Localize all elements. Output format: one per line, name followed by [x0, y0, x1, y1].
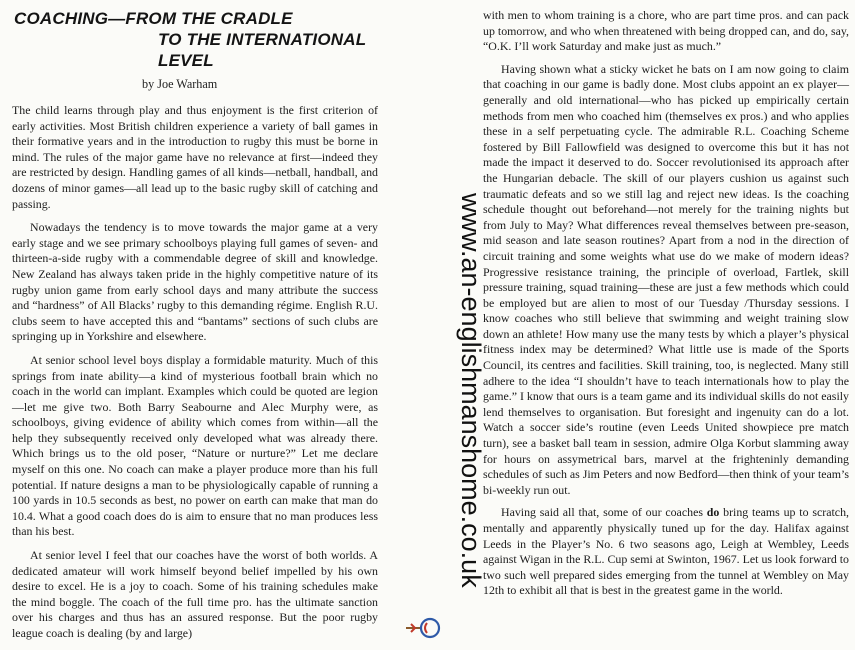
title-line-1: COACHING—FROM THE CRADLE — [14, 9, 293, 28]
left-column — [12, 8, 378, 650]
right-paragraph-2: Having shown what a sticky wicket he bats on I am now going to claim that coaching in our game is badly done. Most clubs appoint an ex player—generally and old international—who has picked up empirically certain methods from men who coached him (themselves ex pros.) and who applies these in a self perpetuating cycle. The admirable R.L. Coaching Scheme fostered by Bill Fallowfield was designed to overcome this but it has not made the impact it deserved to do. Soccer revolutionised its approach after the Hungarian debacle. The skill of our players cushion us against such traumatic defeats and so we still lag and reject new ideas. Is the coaching schedule thought out beforehand—not merely for the training nights but from July to May? What differences reveal themselves between pre-season, mid season and late season routines? Apart from a nod in the direction of circuit training and some weights what use do we make of modern ideas? Progressive resistance training, the principle of overload, Fartlek, skill pressure training, squad training—these are just a few methods which could be employed but are alien to most of our Tuesday /Thursday sessions. I know coaches who still believe that swimming and weight training slow down an athlete! How many use the many tests by which a player’s physical fitness index may be determined? What little use is made of the Sports Council, its centres and facilities. Skill training, too, is neglected. Many still adhere to the idea “I shouldn’t have to teach internationals how to play the game.” I know that ours is a team game and its individual skills do not easily lend themselves to organisation. But foresight and ingenuity can do a lot. Watch a soccer side’s routine (even Leeds United showpiece pre match turn), see a basket ball team in session, admire Olga Korbut slamming away for hours on assymetrical bars, marvel at the frighteninly demanding schedules of such as Jim Peters and now Bedford—then think of your team’s bi-weekly run out. — [483, 61, 849, 497]
left-paragraph-4: At senior level I feel that our coaches have the worst of both worlds. A dedicated amateur will work himself beyond belief impelled by his own desire to excel. He is a joy to coach. Some of his training schedules make the mind boggle. The coach of the full time pro. has the ultimate sanction over his charges and thus has an assured response. But the poor rugby league coach is dealing (by and large) — [12, 548, 378, 640]
article-title — [12, 8, 378, 71]
title-line-2: TO THE INTERNATIONAL LEVEL — [158, 30, 366, 70]
left-paragraph-2: Nowadays the tendency is to move towards the major game at a very early stage and we see primary schoolboys playing full games of seven- and thirteen-a-side rugby with a commendable degree of skill and knowledge. New Zealand has always taken pride in the highly competitive nature of its rugby union game from early school days and many attribute the success and “hardness” of All Blacks’ rugby to this demanding régime. English R.U. clubs seem to have accepted this and “bantams” sections of such clubs are springing up in Yorkshire and elsewhere. — [12, 220, 378, 344]
final-para-start: Having said all that, some of our coaches — [501, 505, 707, 520]
final-para-rest: bring teams up to scratch, mentally and apparently physically tuned up for the day. Halifax against Leeds in the Player’s No. 6 two seasons ago, Leigh at Wembley, Leeds against Wigan in the R.L. Cup semi at Swinton, 1967. Let us look forward to two such well prepared sides emerging from the tunnel at Wembley on May 12th to exhibit all that is best in the greatest game in the world. — [483, 505, 849, 598]
left-paragraph-1: The child learns through play and thus enjoyment is the first criterion of early activities. Most British children experience a variety of ball games in their formative years and in the introduction to rugby this must be borne in mind. The rules of the major game have no relevance at first—indeed they are restricted by design. Handling games of all kinds—netball, handball, and dozens of minor games—all lead up to the basic rugby skill of catching and passing. — [12, 103, 378, 211]
left-paragraph-3: At senior school level boys display a formidable maturity. Much of this springs from inate ability—a kind of mysterious football brain which no coach in the world can implant. Examples which could be quoted are legion—let me give two. Both Barry Seabourne and Alec Murphy were, as schoolboys, giving evidence of ability which comes from within—all the help they subsequently received only developed what was already there. Which brings us to the old poser, “Nature or nurture?” Let me declare myself on this one. No coach can make a player produce more than his full potential. If nature designs a man to be physiologically capable of running a 100 yards in 10.5 seconds as best, no power on earth can make that man do 10.4. What a good coach does do is aim to ensure that no man produces less than his best. — [12, 352, 378, 539]
byline: by Joe Warham — [142, 77, 218, 91]
right-paragraph-3 — [483, 505, 849, 599]
site-logo-icon — [405, 614, 441, 642]
right-paragraph-1: with men to whom training is a chore, who are part time pros. and can pack up tomorrow, and who when threatened with being dropped can, and do, say, “O.K. I’ll work Saturday and make just as much.” — [483, 8, 849, 54]
watermark-url[interactable]: www.an-englishmanshome.co.uk — [456, 193, 486, 588]
right-column — [483, 8, 849, 606]
emphasis-do: do — [706, 505, 720, 520]
